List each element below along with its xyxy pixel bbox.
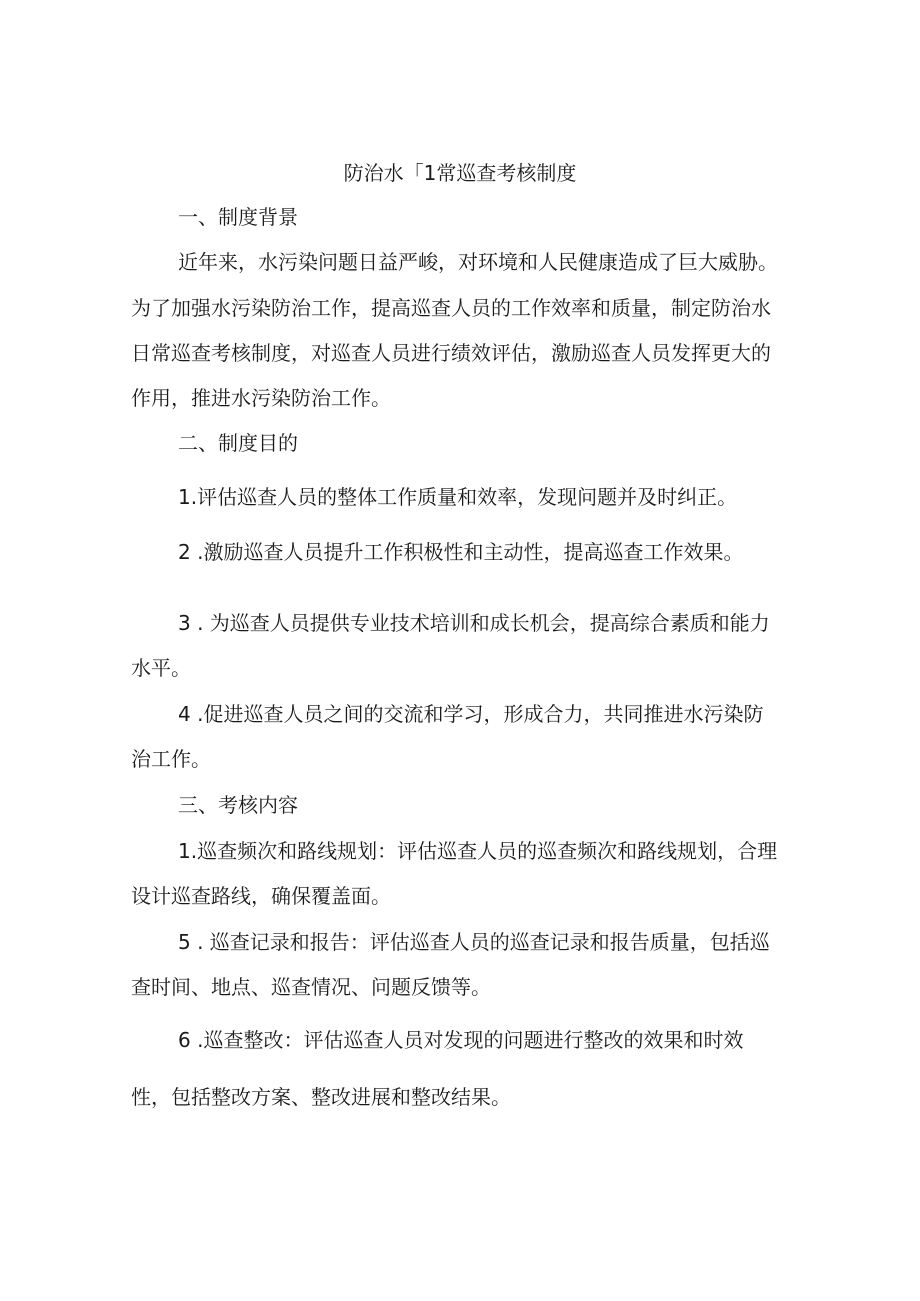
list-item-continuation: 性，包括整改方案、整改进展和整改结果。 — [131, 1085, 511, 1109]
list-item: 4 .促进巡查人员之间的交流和学习，形成合力，共同推进水污染防 — [178, 702, 764, 726]
list-item: 5 . 巡查记录和报告：评估巡查人员的巡查记录和报告质量，包括巡 — [178, 930, 770, 954]
section-heading-background: 一、制度背景 — [178, 205, 298, 229]
section-heading-purpose: 二、制度目的 — [178, 431, 298, 455]
list-item-continuation: 设计巡查路线，确保覆盖面。 — [131, 884, 391, 908]
paragraph-line: 为了加强水污染防治工作，提高巡查人员的工作效率和质量，制定防治水 — [131, 296, 771, 320]
list-item: 3 . 为巡查人员提供专业技术培训和成长机会，提高综合素质和能力 — [178, 611, 770, 635]
list-item: 1.评估巡查人员的整体工作质量和效率，发现问题并及时纠正。 — [178, 485, 738, 509]
paragraph-line: 近年来，水污染问题日益严峻，对环境和人民健康造成了巨大威胁。 — [178, 250, 778, 274]
section-heading-content: 三、考核内容 — [178, 793, 298, 817]
list-item: 1.巡查频次和路线规划：评估巡查人员的巡查频次和路线规划，合理 — [178, 839, 778, 863]
list-item-continuation: 治工作。 — [131, 747, 211, 771]
list-item-continuation: 水平。 — [131, 656, 191, 680]
document-title: 防治水「1常巡查考核制度 — [343, 161, 577, 185]
list-item: 2 .激励巡查人员提升工作积极性和主动性，提高巡查工作效果。 — [178, 540, 744, 564]
list-item-continuation: 查时间、地点、巡查情况、问题反馈等。 — [131, 975, 491, 999]
list-item: 6 .巡查整改：评估巡查人员对发现的问题进行整改的效果和时效 — [178, 1028, 744, 1052]
paragraph-line: 作用，推进水污染防治工作。 — [131, 386, 391, 410]
paragraph-line: 日常巡查考核制度，对巡查人员进行绩效评估，激励巡查人员发挥更大的 — [131, 341, 771, 365]
